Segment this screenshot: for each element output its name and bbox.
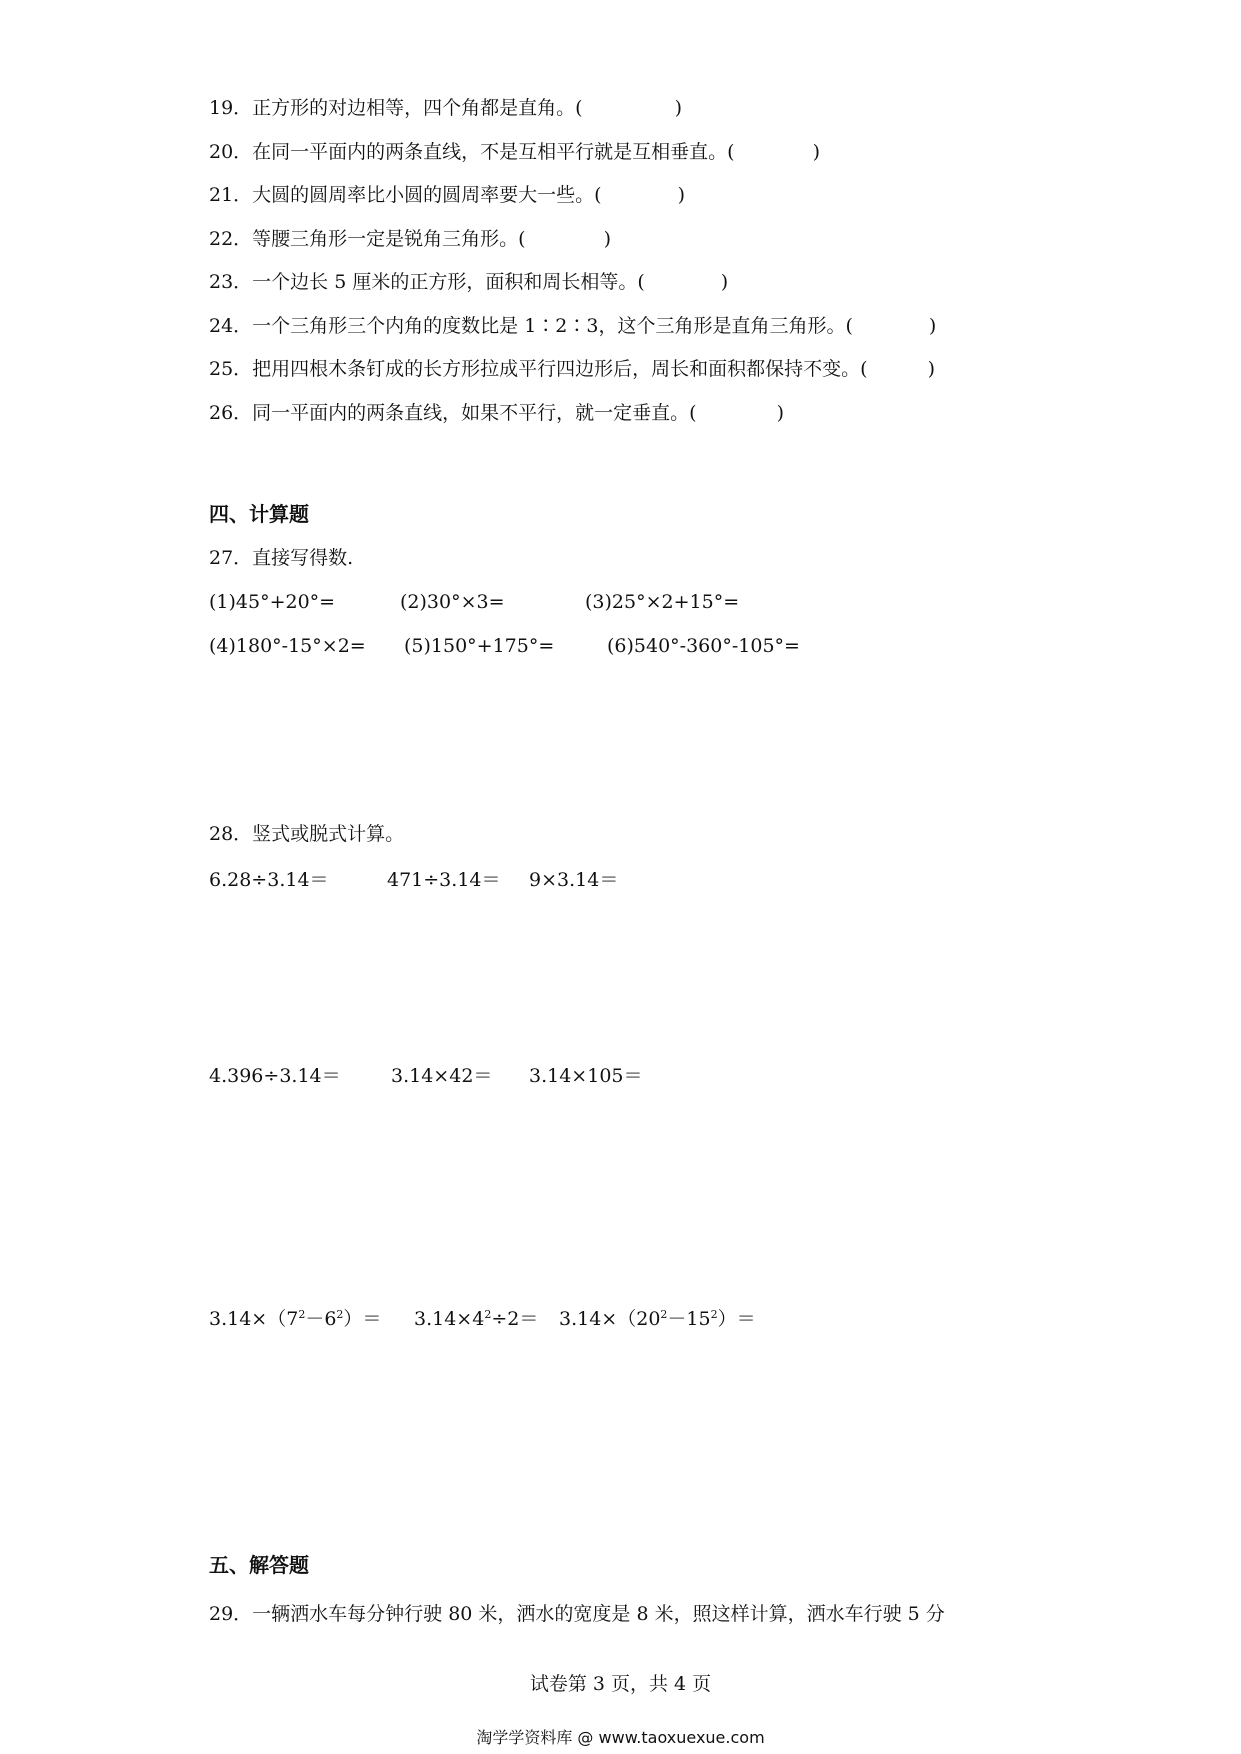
calc-item [559,1306,756,1332]
question-28-stem: 28．竖式或脱式计算。 [209,823,405,845]
section-5-title: 五、解答题 [209,1553,309,1577]
question-text: 25．把用四根木条钉成的长方形拉成平行四边形后，周长和面积都保持不变。( [209,358,868,380]
calc-item: 6.28÷3.14＝ [209,869,329,891]
page-footer: 试卷第 3 页，共 4 页 [529,1673,712,1695]
question-29: 29．一辆洒水车每分钟行驶 80 米，洒水的宽度是 8 米，照这样计算，洒水车行驶 5 分 [209,1603,945,1625]
question-text: 26．同一平面内的两条直线，如果不平行，就一定垂直。( [209,402,697,424]
calc-item [209,1306,381,1332]
close-paren: ) [720,271,729,293]
close-paren: ) [677,184,686,206]
question-20 [209,139,820,165]
exponent: 2 [298,1308,306,1321]
expr-part: 3.14×（7 [209,1308,299,1330]
calc-item: (5)150°+175°= [404,635,555,657]
question-text: 21．大圆的圆周率比小圆的圆周率要大一些。( [209,184,602,206]
question-text: 23．一个边长 5 厘米的正方形，面积和周长相等。( [209,271,645,293]
question-22 [209,226,611,252]
close-paren: ) [927,358,936,380]
expr-part: －15 [667,1308,711,1330]
close-paren: ) [603,228,612,250]
calc-item: (6)540°-360°-105°= [607,635,800,657]
calc-item: (4)180°-15°×2= [209,635,366,657]
exponent: 2 [660,1308,668,1321]
expr-part: 3.14×4 [414,1308,485,1330]
question-21 [209,182,685,208]
exponent: 2 [336,1308,344,1321]
exponent: 2 [484,1308,492,1321]
expr-part: 3.14×（20 [559,1308,661,1330]
close-paren: ) [928,315,937,337]
question-text: 22．等腰三角形一定是锐角三角形。( [209,228,526,250]
calc-item: (3)25°×2+15°= [585,591,740,613]
calc-item [414,1306,538,1332]
calc-item: 4.396÷3.14＝ [209,1065,341,1087]
question-text: 20．在同一平面内的两条直线，不是互相平行就是互相垂直。( [209,141,735,163]
question-25 [209,356,935,382]
calc-item: 3.14×42＝ [391,1065,493,1087]
calc-item: 9×3.14＝ [529,869,619,891]
close-paren: ) [776,402,785,424]
question-27-stem: 27．直接写得数. [209,547,354,569]
section-4-title: 四、计算题 [209,502,309,526]
question-26 [209,400,784,426]
question-23 [209,269,728,295]
expr-part: ）＝ [343,1308,382,1330]
calc-item: 471÷3.14＝ [387,869,501,891]
close-paren: ) [674,97,683,119]
expr-part: ）＝ [717,1308,756,1330]
exponent: 2 [710,1308,718,1321]
question-text: 19．正方形的对边相等，四个角都是直角。( [209,97,583,119]
calc-item: (1)45°+20°= [209,591,336,613]
expr-part: －6 [305,1308,337,1330]
watermark: 淘学学资料库 @ www.taoxuexue.com [476,1728,765,1747]
calc-item: (2)30°×3= [400,591,505,613]
close-paren: ) [812,141,821,163]
question-19 [209,95,682,121]
question-text: 24．一个三角形三个内角的度数比是 1∶2∶3，这个三角形是直角三角形。( [209,315,853,337]
expr-part: ÷2＝ [491,1308,539,1330]
calc-item: 3.14×105＝ [529,1065,643,1087]
question-24 [209,313,936,339]
